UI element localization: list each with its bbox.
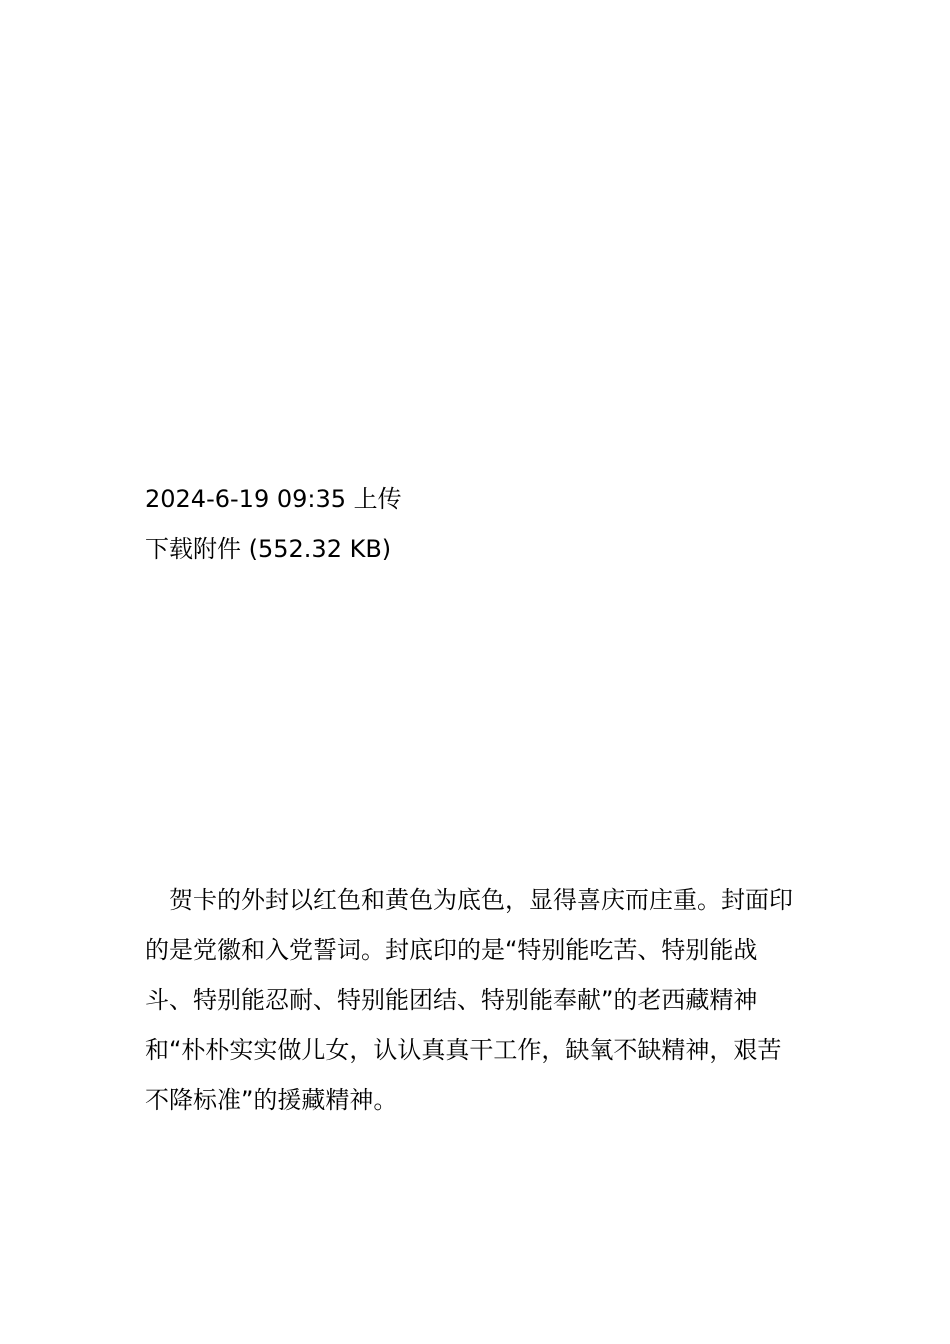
download-attachment-link[interactable]: 下载附件 (552.32 KB) bbox=[145, 535, 392, 563]
attachment-info bbox=[145, 481, 402, 581]
article-paragraph: 贺卡的外封以红色和黄色为底色，显得喜庆而庄重。封面印的是党徽和入党誓词。封底印的是“特别能吃苦、特别能战斗、特别能忍耐、特别能团结、特别能奉献”的老西藏精神和“朴朴实实做儿女，认认真真干工作，缺氧不缺精神，艰苦不降标准”的援藏精神。 bbox=[145, 886, 793, 1114]
upload-timestamp: 2024-6-19 09:35 上传 bbox=[145, 485, 402, 513]
